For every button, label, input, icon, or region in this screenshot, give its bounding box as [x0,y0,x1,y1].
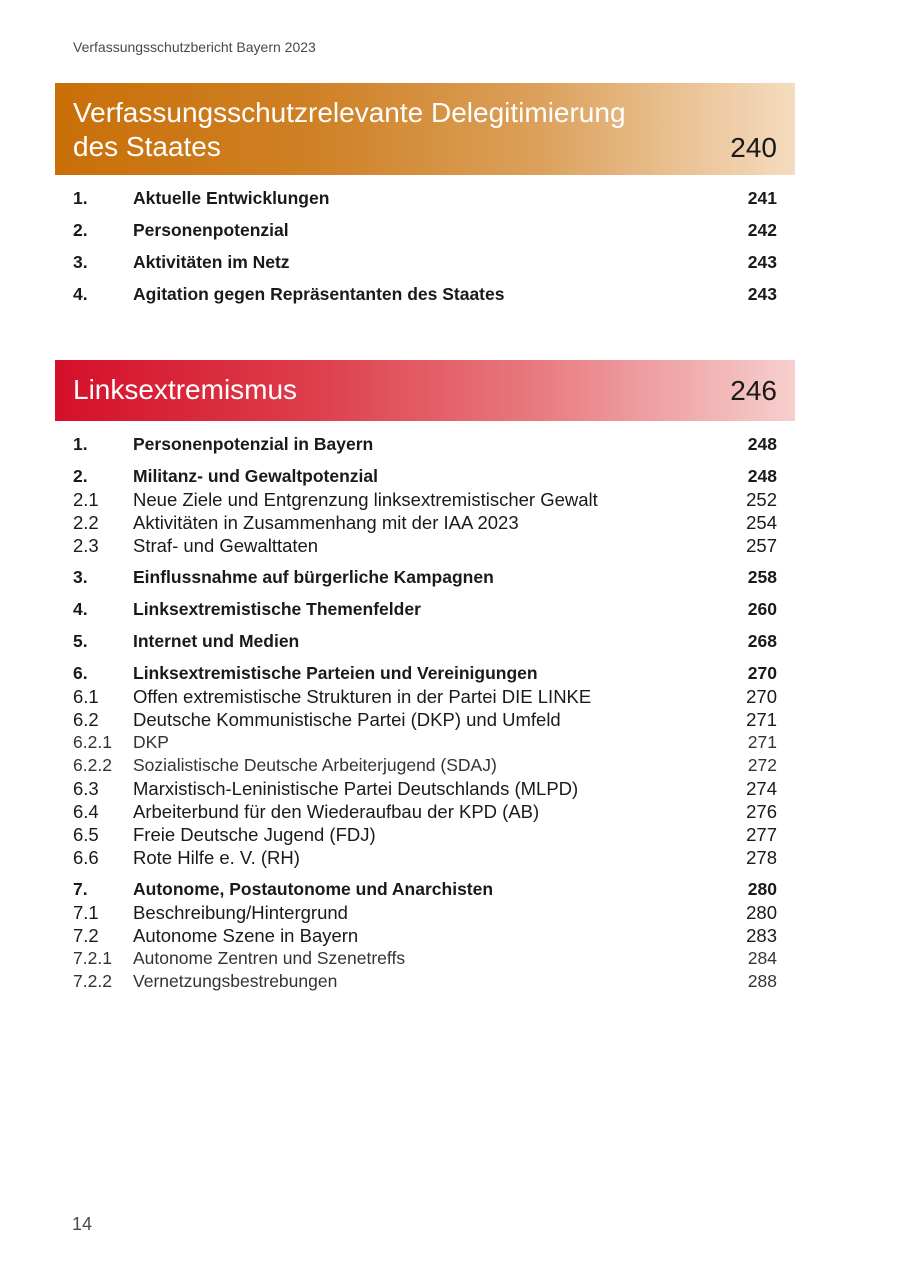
toc-entry-page: 258 [747,567,777,587]
toc-entry-number: 6.4 [73,801,99,822]
toc-entry-title: Sozialistische Deutsche Arbeiterjugend (SDAJ) [133,755,497,775]
toc-entry[interactable] [55,598,795,621]
toc-section-linksextremismus [55,360,795,993]
toc-entry-page: 243 [747,252,777,272]
toc-entry-page: 277 [746,824,777,845]
toc-entry-title: Arbeiterbund für den Wiederaufbau der KPD (AB) [133,801,540,822]
section-banner[interactable] [55,360,795,421]
toc-entry-page: 254 [746,512,777,533]
toc-section-delegitimierung [55,83,795,306]
toc-entry-title: Vernetzungsbestrebungen [133,971,338,991]
toc-entry-title: Militanz- und Gewaltpotenzial [133,466,378,486]
toc-entry-page: 242 [747,220,777,240]
toc-entry-number: 7. [73,879,88,899]
toc-entry-title: Rote Hilfe e. V. (RH) [133,847,300,868]
toc-entry-title: Autonome Zentren und Szenetreffs [133,948,406,968]
toc-entry[interactable] [55,187,795,210]
toc-entry-title: Autonome, Postautonome und Anarchisten [133,879,494,899]
toc-entry[interactable] [55,731,795,754]
running-header: Verfassungsschutzbericht Bayern 2023 [73,39,316,55]
toc-entry[interactable] [55,534,795,557]
toc-entry[interactable] [55,878,795,901]
section-title [73,96,777,164]
toc-entry-title: Personenpotenzial in Bayern [133,434,374,454]
toc-entry-page: 268 [747,631,777,651]
toc-entry[interactable] [55,901,795,924]
toc-entry-title: Internet und Medien [133,631,300,651]
toc-entry[interactable] [55,947,795,970]
toc-entry[interactable] [55,800,795,823]
toc-entry-title: Straf- und Gewalttaten [133,535,319,556]
section-title-line2: des Staates [73,131,221,162]
toc-entry-page: 248 [747,466,777,486]
toc-entry-title: Freie Deutsche Jugend (FDJ) [133,824,376,845]
toc-entry-title: Personenpotenzial [133,220,289,240]
toc-entry-page: 248 [747,434,777,454]
toc-entry[interactable] [55,630,795,653]
toc-entry-page: 283 [746,925,777,946]
toc-entry[interactable] [55,511,795,534]
toc-entry-title: Agitation gegen Repräsentanten des Staates [133,284,505,304]
toc-entry-page: 252 [746,489,777,510]
toc-entry-number: 7.2.1 [73,948,112,968]
toc-entry-page: 257 [746,535,777,556]
toc-entry-number: 6.5 [73,824,99,845]
toc-entry-page: 276 [746,801,777,822]
toc-entry[interactable] [55,283,795,306]
toc-entry-number: 2.3 [73,535,99,556]
toc-entry-title: Offen extremistische Strukturen in der Partei DIE LINKE [133,686,592,707]
toc-entry[interactable] [55,754,795,777]
toc-entry-page: 243 [747,284,777,304]
toc-entry-number: 2. [73,466,88,486]
toc-entry-title: Aktivitäten im Netz [133,252,290,272]
toc-entry-page: 280 [747,879,777,899]
page-number: 14 [72,1214,93,1234]
toc-entry-title: Aktuelle Entwicklungen [133,188,330,208]
toc-entry-number: 4. [73,284,88,304]
toc-entry-title: Linksextremistische Themenfelder [133,599,421,619]
toc-entry[interactable] [55,970,795,993]
toc-entry[interactable] [55,708,795,731]
toc-list [55,433,795,993]
section-page-number: 246 [730,375,777,406]
toc-entry-title: Neue Ziele und Entgrenzung linksextremistischer Gewalt [133,489,598,510]
section-banner[interactable] [55,83,795,175]
toc-entry[interactable] [55,251,795,274]
toc-entry[interactable] [55,685,795,708]
toc-entry-number: 2. [73,220,88,240]
toc-entry-title: Aktivitäten in Zusammenhang mit der IAA 2023 [133,512,519,533]
toc-entry-number: 1. [73,188,88,208]
toc-entry-number: 2.1 [73,489,99,510]
toc-entry-number: 7.2.2 [73,971,112,991]
toc-entry-number: 2.2 [73,512,99,533]
toc-entry[interactable] [55,924,795,947]
toc-entry-number: 7.1 [73,902,99,923]
toc-entry-title: Marxistisch-Leninistische Partei Deutschlands (MLPD) [133,778,579,799]
toc-entry-page: 284 [747,948,777,968]
toc-entry[interactable] [55,662,795,685]
toc-entry-number: 6.2.2 [73,755,112,775]
toc-entry-page: 271 [746,709,777,730]
toc-entry[interactable] [55,219,795,242]
toc-entry-number: 5. [73,631,88,651]
toc-entry[interactable] [55,465,795,488]
toc-entry-number: 6.1 [73,686,99,707]
toc-list [55,187,795,306]
toc-entry-title: Einflussnahme auf bürgerliche Kampagnen [133,567,494,587]
toc-entry[interactable] [55,433,795,456]
toc-entry-number: 6.2.1 [73,732,112,752]
toc-entry-number: 1. [73,434,88,454]
toc-entry-page: 274 [746,778,777,799]
toc-entry-page: 241 [747,188,777,208]
toc-entry-page: 288 [747,971,777,991]
toc-entry-number: 7.2 [73,925,99,946]
toc-entry[interactable] [55,823,795,846]
toc-entry[interactable] [55,777,795,800]
toc-entry-number: 4. [73,599,88,619]
toc-entry-page: 272 [747,755,777,775]
toc-entry-page: 280 [746,902,777,923]
section-title-line1: Verfassungsschutzrelevante Delegitimierung [73,97,626,128]
toc-entry-title: Autonome Szene in Bayern [133,925,359,946]
toc-entry-page: 271 [747,732,777,752]
toc-entry-page: 270 [747,663,777,683]
toc-entry-number: 6.2 [73,709,99,730]
toc-entry-number: 6.3 [73,778,99,799]
toc-entry[interactable] [55,488,795,511]
toc-entry-number: 3. [73,567,88,587]
toc-entry-page: 260 [747,599,777,619]
toc-entry[interactable] [55,566,795,589]
toc-entry-title: DKP [133,732,169,752]
section-title: Linksextremismus [73,374,298,405]
toc-entry-page: 270 [746,686,777,707]
toc-entry-page: 278 [746,847,777,868]
toc-entry-title: Linksextremistische Parteien und Vereinigungen [133,663,538,683]
section-page-number: 240 [730,132,777,163]
toc-entry-number: 3. [73,252,88,272]
toc-entry-number: 6.6 [73,847,99,868]
toc-entry[interactable] [55,846,795,869]
toc-entry-title: Deutsche Kommunistische Partei (DKP) und Umfeld [133,709,561,730]
toc-entry-title: Beschreibung/Hintergrund [133,902,348,923]
toc-entry-number: 6. [73,663,88,683]
